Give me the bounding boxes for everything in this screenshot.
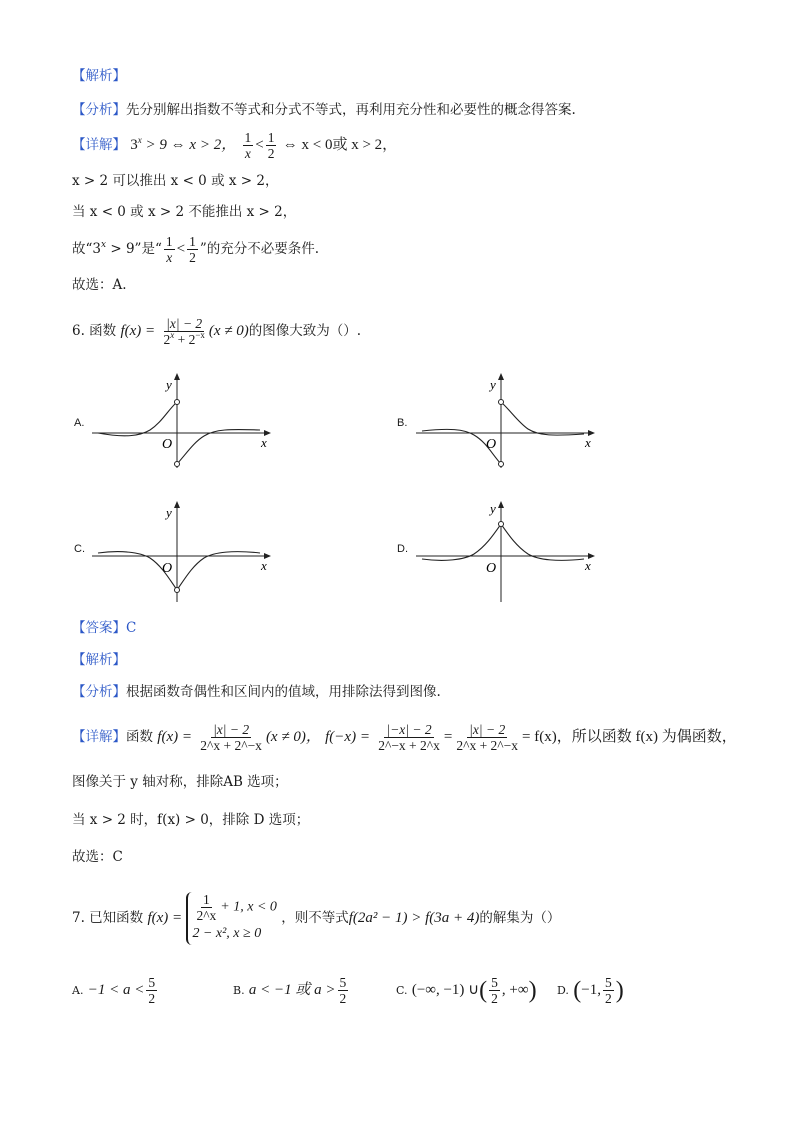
xj-end: = f(x)，所以函数 f(x) 为偶函数，	[522, 729, 737, 745]
xiangjie-line-3: 当 x < 0 或 x > 2 不能推出 x > 2，	[72, 204, 297, 220]
origin-label: O	[162, 561, 173, 576]
y-label: y	[490, 377, 496, 392]
fenxi-text: 先分别解出指数不等式和分式不等式，再利用充分性和必要性的概念得答案.	[126, 102, 576, 118]
q7-option-c-label: C.	[396, 984, 408, 997]
q7-option-c-tail: , +∞	[501, 982, 529, 998]
q7-option-d-label: D.	[557, 984, 569, 997]
q6-option-c-label: C.	[74, 543, 85, 555]
origin-label: O	[486, 561, 497, 576]
l4-lt: <	[176, 241, 186, 257]
xj-fx: f(x) =	[157, 729, 192, 745]
fenxi-line	[72, 100, 576, 120]
origin-label: O	[162, 437, 173, 452]
q7-case2: 2 − x², x ≥ 0	[192, 926, 262, 941]
origin-label: O	[486, 437, 497, 452]
xj-cond: (x ≠ 0)，	[265, 729, 321, 745]
open-point	[175, 588, 180, 593]
q7-option-d[interactable]: D. (−1, $\frac{5}{2}$ )	[557, 975, 624, 1006]
q7-fx: f(x) =	[147, 910, 183, 926]
curve-right	[177, 552, 260, 590]
q6-graph-a[interactable]	[90, 372, 280, 472]
y-label: y	[166, 505, 172, 520]
xiangjie-tag: 【详解】	[72, 137, 126, 153]
q6-option-b-label: B.	[397, 417, 408, 429]
l4-frac-2: $\frac{1}{2}$	[189, 234, 196, 265]
q6-option-d-label: D.	[397, 543, 408, 555]
xiangjie-line-4	[72, 234, 319, 265]
q6-fx: f(x) =	[120, 323, 156, 339]
q6-suffix: 的图像大致为（）.	[248, 323, 362, 339]
fenxi-tag: 【分析】	[72, 102, 126, 118]
x-label: x	[261, 435, 267, 450]
xiangjie-6-line-1	[72, 722, 737, 753]
q7-suffix: 的解集为（）	[479, 910, 561, 926]
q6-option-a-label: A.	[74, 417, 85, 429]
xj-frac-1: $\frac{|x| - 2}{2\^{}x + 2\^{}-x}$	[200, 722, 262, 753]
curve-left	[98, 402, 177, 436]
q7-option-b[interactable]	[233, 975, 350, 1006]
q7-option-a-frac: $\frac{5}{2}$	[148, 975, 156, 1006]
y-label: y	[166, 377, 172, 392]
fenxi-6-tag: 【分析】	[72, 684, 126, 700]
q7-option-a[interactable]	[72, 975, 159, 1006]
curve-right	[501, 524, 584, 560]
xiangjie-6-line-3: 当 x > 2 时，f(x) > 0，排除 D 选项；	[72, 812, 310, 828]
xj-eq: =	[443, 729, 453, 745]
open-point	[499, 462, 504, 467]
q7-option-b-label: B.	[233, 984, 245, 997]
curve-right	[501, 402, 584, 435]
q7-option-c-frac: $\frac{5}{2}$	[491, 975, 498, 1006]
x-label: x	[585, 435, 591, 450]
open-point	[175, 462, 180, 467]
q7-option-b-frac: $\frac{5}{2}$	[339, 975, 347, 1006]
q7-option-c-text: (−∞, −1) ∪	[411, 982, 480, 998]
l4-frac-1: $\frac{1}{x}$	[165, 234, 173, 265]
q6-graph-b[interactable]	[414, 372, 604, 472]
l4-text-a: 故“3	[72, 241, 101, 257]
xj-fmx: f(−x) =	[325, 729, 370, 745]
lt-sign: <	[255, 137, 264, 153]
fenxi-6-text: 根据函数奇偶性和区间内的值域，用排除法得到图像.	[126, 684, 441, 700]
q7-stem	[72, 892, 560, 945]
answer-6: 【答案】C	[72, 620, 137, 636]
y-label: y	[490, 501, 496, 516]
fenxi-6	[72, 682, 441, 702]
xiangjie-6-tag: 【详解】	[72, 729, 126, 745]
q6-prefix: 6. 函数	[72, 323, 117, 339]
curve-right	[177, 430, 260, 464]
curve-left	[422, 524, 501, 560]
frac-1-over-x: $\frac{1}{x}$	[244, 130, 252, 161]
jiexi-heading: 【解析】	[72, 68, 126, 84]
open-point	[499, 522, 504, 527]
expr-result: ⇔ x < 0或 x > 2，	[282, 137, 398, 153]
xj-text: 函数	[126, 729, 153, 745]
q7-prefix: 7. 已知函数	[72, 910, 144, 926]
q7-option-c[interactable]: C. (−∞, −1) ∪( $\frac{5}{2}$ , +∞)	[396, 975, 537, 1006]
q7-option-a-label: A.	[72, 984, 84, 997]
xj-frac-3: $\frac{|x| - 2}{2\^{}x + 2\^{}-x}$	[456, 722, 519, 753]
q7-option-d-frac: $\frac{5}{2}$	[604, 975, 612, 1006]
jiexi-6: 【解析】	[72, 652, 126, 668]
open-point	[175, 400, 180, 405]
l4-text-c: ”的充分不必要条件.	[199, 241, 320, 257]
q6-fraction: $\frac{|x| - 2}{2^x + 2^{-x}}$	[163, 316, 205, 347]
q7-case1-rest: + 1, x < 0	[220, 899, 277, 915]
x-label: x	[261, 558, 267, 573]
x-label: x	[585, 558, 591, 573]
l4-exp: x	[101, 240, 107, 250]
open-point	[499, 400, 504, 405]
q7-option-b-text: a < −1 或 a >	[248, 982, 336, 998]
choose-5: 故选：A.	[72, 277, 127, 293]
xj-frac-2: $\frac{|-x| - 2}{2\^{}-x + 2\^{}x}$	[378, 722, 440, 753]
q6-stem	[72, 316, 361, 347]
q7-piecewise	[186, 892, 276, 945]
q7-option-a-text: −1 < a <	[87, 982, 145, 998]
q7-option-d-text: −1,	[581, 982, 601, 998]
q7-case1-frac: $\frac{1}{2\^{}x}$	[196, 892, 217, 923]
q6-graph-d[interactable]	[414, 500, 604, 605]
q7-mid: ，则不等式	[281, 910, 349, 926]
q7-inequality: f(2a² − 1) > f(3a + 4)	[348, 910, 480, 926]
xiangjie-line-2: x > 2 可以推出 x < 0 或 x > 2，	[72, 173, 279, 189]
q6-graph-c[interactable]	[90, 500, 280, 605]
choose-6: 故选：C	[72, 849, 123, 865]
q6-cond: (x ≠ 0)	[208, 323, 249, 339]
l4-text-b: > 9”是“	[106, 241, 162, 257]
expr-3x: $3^x > 9$ ⇔ x > 2，	[130, 135, 237, 153]
xiangjie-6-line-2: 图像关于 y 轴对称，排除AB 选项；	[72, 774, 288, 790]
frac-1-over-2: $\frac{1}{2}$	[267, 130, 275, 161]
xiangjie-line-1	[72, 130, 397, 161]
